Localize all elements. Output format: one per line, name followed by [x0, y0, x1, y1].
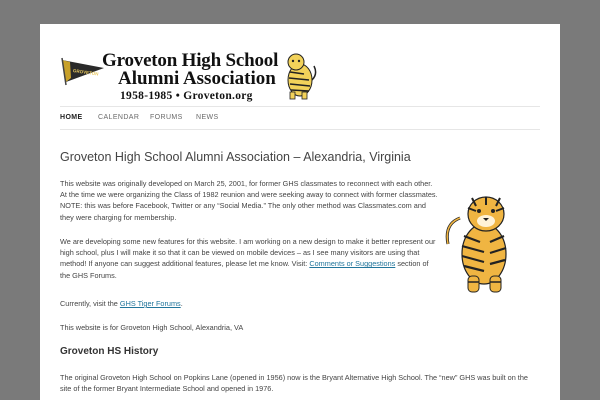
logo-line-3: 1958-1985 • Groveton.org	[120, 90, 253, 102]
nav-calendar[interactable]: CALENDAR	[98, 114, 140, 121]
pennant-icon	[60, 56, 106, 86]
forums-paragraph	[60, 298, 440, 309]
nav-news[interactable]: NEWS	[196, 114, 219, 121]
comments-suggestions-link[interactable]: Comments or Suggestions	[309, 259, 396, 269]
pennant-text: GROVETON	[72, 68, 99, 77]
history-paragraph: The original Groveton High School on Popkins Lane (opened in 1956) now is the Bryant Alternative High School. The “new” GHS was built on the site of the former Bryant Intermediate School and opened in 1976.	[60, 373, 528, 394]
tiger-mascot-icon	[278, 50, 318, 100]
page	[40, 24, 560, 400]
school-paragraph: This website is for Groveton High School, Alexandria, VA	[60, 323, 244, 332]
logo-line-1: Groveton High School	[102, 50, 279, 71]
main-nav	[60, 106, 540, 130]
logo-line-2: Alumni Association	[118, 68, 276, 89]
forums-after-text: .	[180, 299, 183, 308]
page-title: Groveton High School Alumni Association – Alexandria, Virginia	[60, 150, 411, 164]
nav-forums[interactable]: FORUMS	[150, 114, 183, 121]
intro-paragraph: This website was originally developed on March 25, 2001, for former GHS classmates to reconnect with each other. At the time we were organizing the Class of 1982 reunion and were seeking away to connect with former classmates. NOTE: this was before Facebook, Twitter or any “Social Media.” The only other method was Classmates.com and they were charging for membership.	[60, 179, 438, 222]
forums-before-text: Currently, visit the	[60, 299, 120, 308]
nav-home[interactable]: HOME	[60, 114, 83, 121]
features-after-text: section of the GHS Forums.	[60, 259, 429, 280]
history-heading: Groveton HS History	[60, 346, 159, 357]
features-text: We are developing some new features for this website. I am working on a new design to make it better represent our high school, plus I will make it so that it can be viewed on mobile devices – as I see many visitors are using that method! If anyone can suggest additional features, please let me know. Visit:	[60, 237, 436, 269]
tiger-illustration-icon	[444, 184, 524, 296]
features-paragraph	[60, 236, 440, 281]
tiger-forums-link[interactable]: GHS Tiger Forums	[119, 299, 181, 308]
